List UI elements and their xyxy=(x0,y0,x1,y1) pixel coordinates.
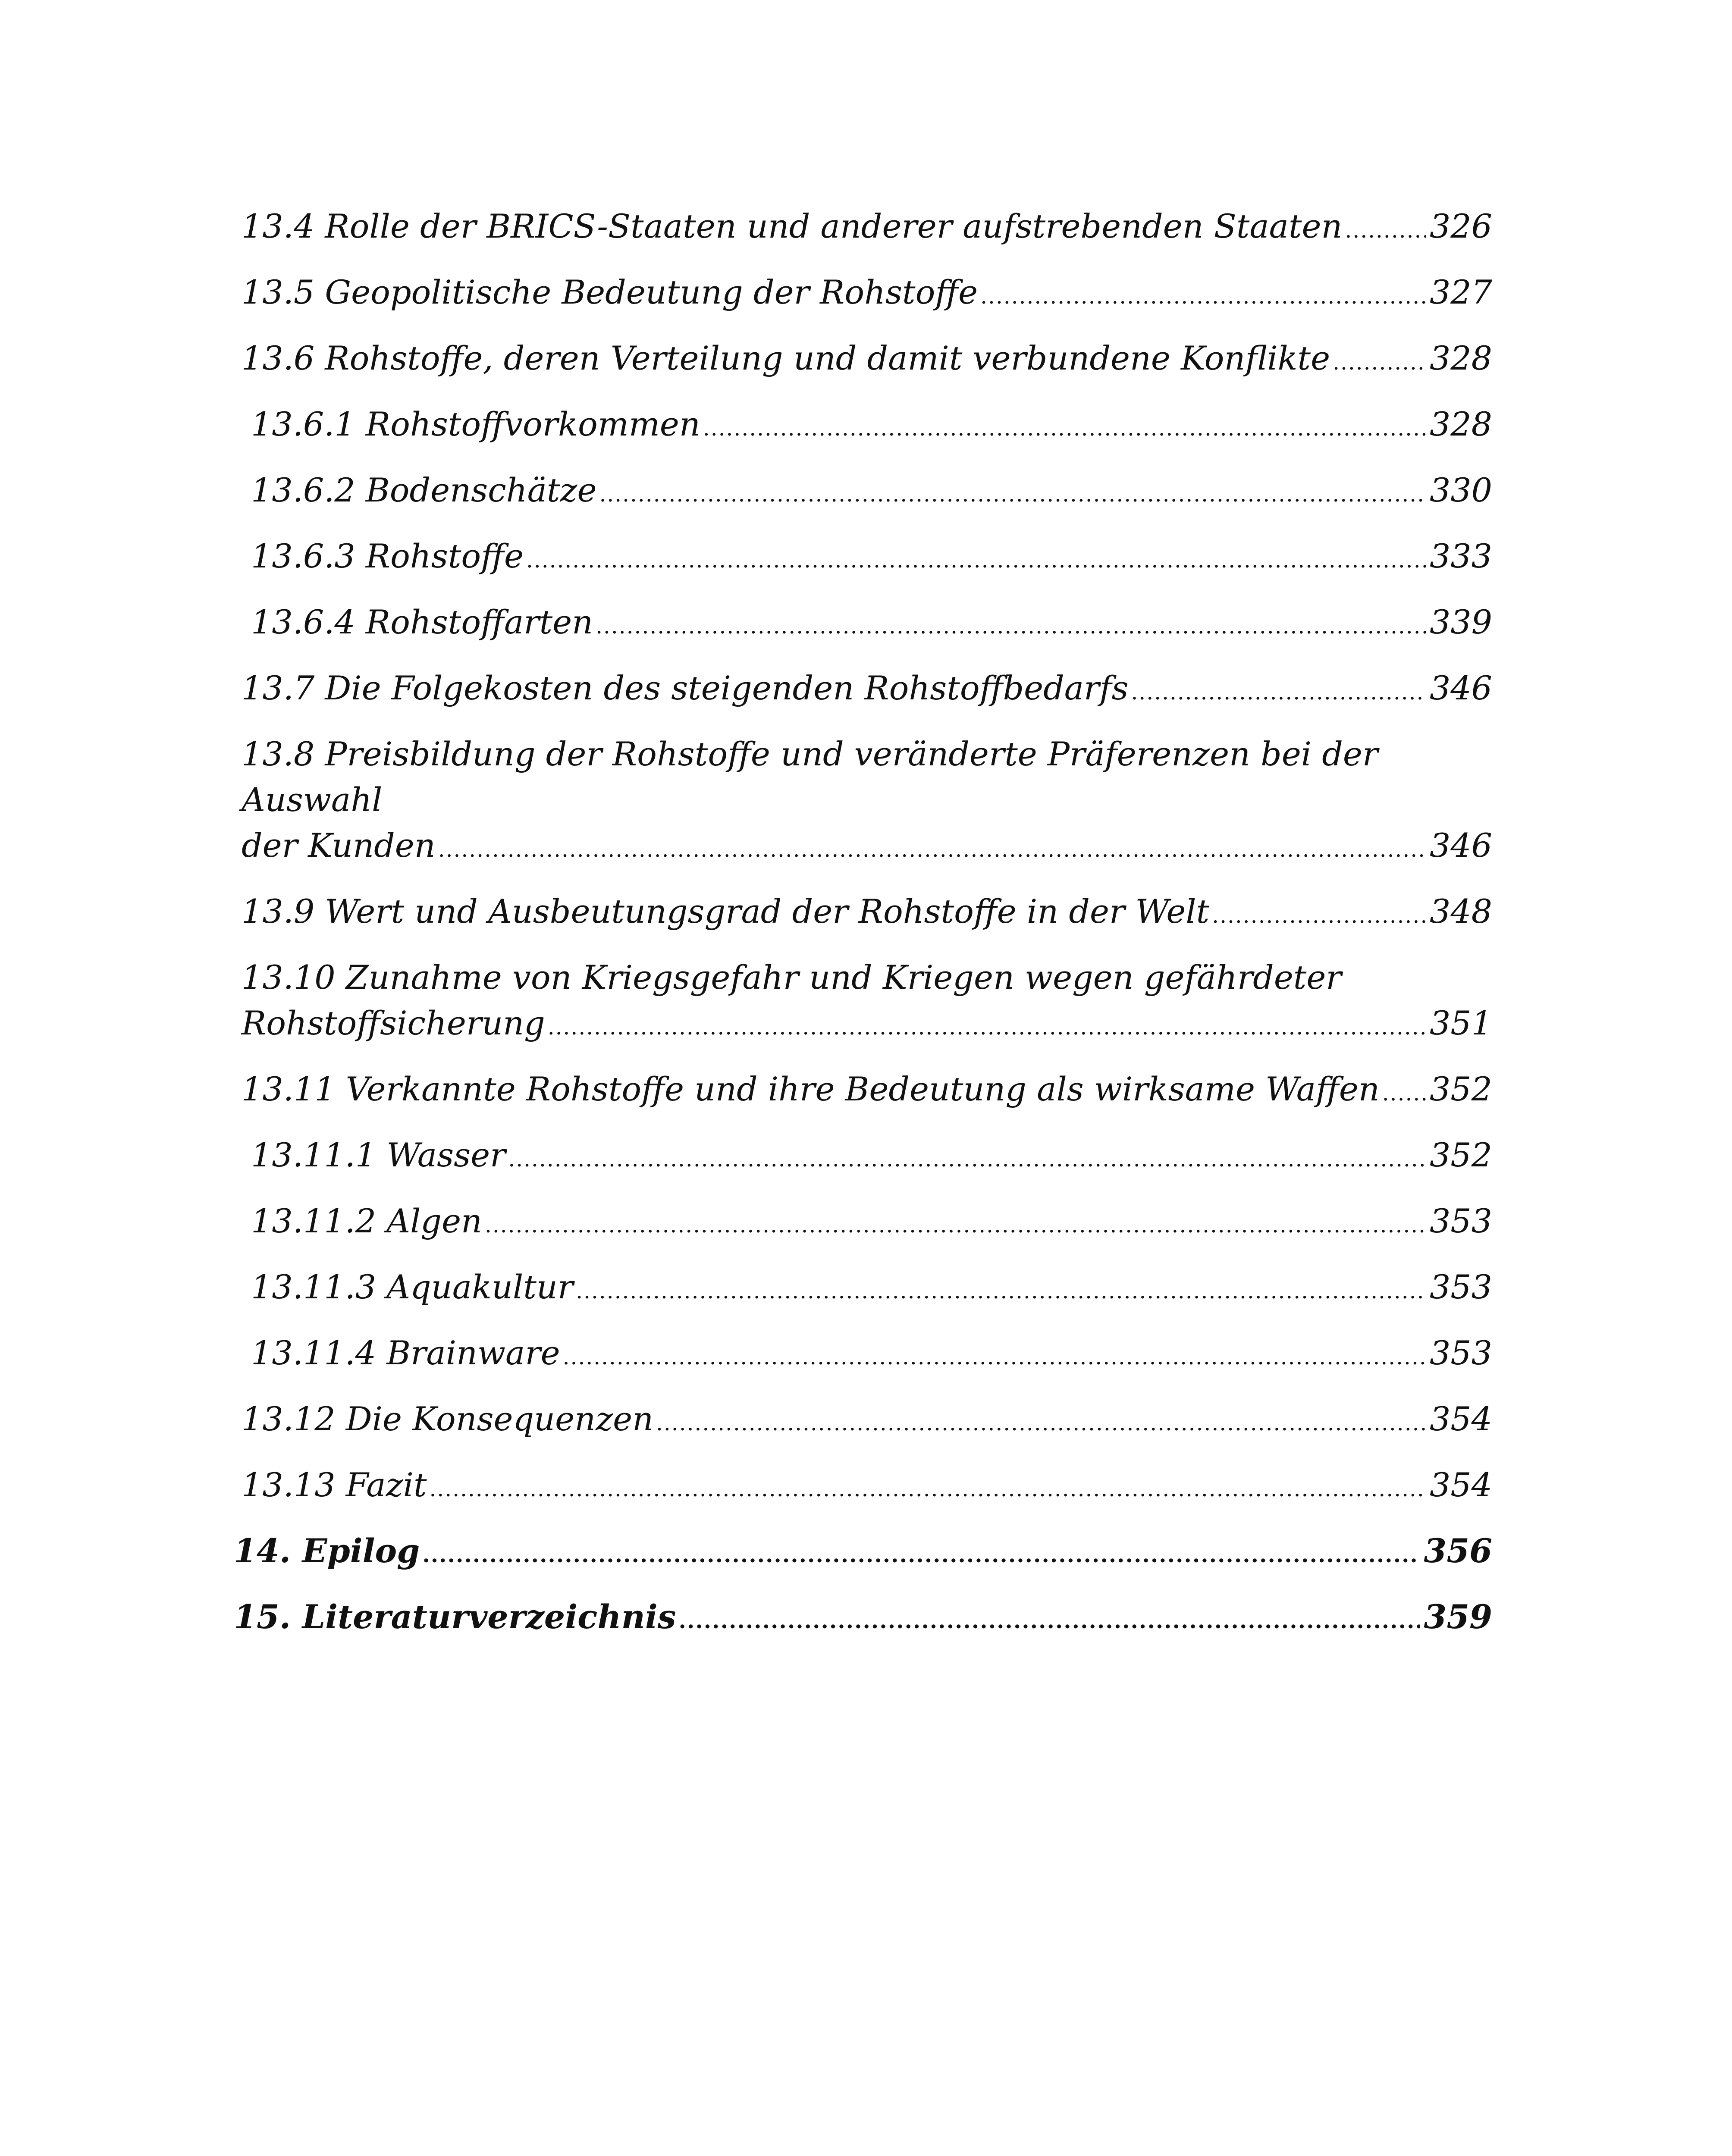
toc-entry-13-7[interactable] xyxy=(242,665,1492,715)
toc-entry-page: 326 xyxy=(1429,207,1492,245)
toc-entry-13-9[interactable] xyxy=(242,889,1492,938)
toc-entry-13-6-1[interactable] xyxy=(242,401,1492,451)
toc-entry-title: 13.6.4 Rohstoffarten xyxy=(251,603,593,641)
dot-leader xyxy=(596,603,1426,649)
toc-entry-title: 13.12 Die Konsequenzen xyxy=(242,1400,654,1438)
dot-leader xyxy=(1131,669,1426,715)
toc-entry-page: 346 xyxy=(1429,669,1492,707)
dot-leader xyxy=(1382,1070,1426,1116)
toc-entry-title: 13.9 Wert und Ausbeutungsgrad der Rohstoffe in der Welt xyxy=(242,892,1210,931)
dot-leader xyxy=(1333,339,1426,385)
toc-entry-page: 354 xyxy=(1429,1400,1492,1438)
toc-entry-page: 351 xyxy=(1429,1004,1492,1042)
toc-entry-title: 13.6.2 Bodenschätze xyxy=(251,471,597,509)
dot-leader xyxy=(508,1136,1426,1182)
dot-leader xyxy=(563,1334,1426,1380)
toc-entry-page: 353 xyxy=(1429,1268,1492,1306)
toc-entry-page: 333 xyxy=(1429,537,1492,575)
toc-entry-page: 352 xyxy=(1429,1136,1492,1174)
toc-entry-page: 353 xyxy=(1429,1202,1492,1240)
toc-entry-13-11-2[interactable] xyxy=(242,1198,1492,1248)
dot-leader xyxy=(422,1532,1420,1578)
toc-entry-title: 13.11.4 Brainware xyxy=(251,1334,560,1372)
toc-entry-page: 339 xyxy=(1429,603,1492,641)
toc-entry-15[interactable] xyxy=(234,1594,1492,1644)
toc-entry-page: 359 xyxy=(1424,1598,1492,1636)
dot-leader xyxy=(438,827,1426,872)
dot-leader xyxy=(599,471,1426,517)
toc-entry-title: 13.4 Rolle der BRICS-Staaten und anderer aufstrebenden Staaten xyxy=(242,207,1343,245)
toc-entry-page: 348 xyxy=(1429,892,1492,931)
toc-entry-13-6-4[interactable] xyxy=(242,599,1492,649)
toc-entry-13-4[interactable] xyxy=(242,204,1492,253)
dot-leader xyxy=(679,1598,1421,1644)
dot-leader xyxy=(656,1400,1426,1446)
toc-entry-title: 13.11.1 Wasser xyxy=(251,1136,506,1174)
toc-entry-13-11-1[interactable] xyxy=(242,1132,1492,1182)
toc-entry-page: 346 xyxy=(1429,826,1492,865)
toc-entry-page: 353 xyxy=(1429,1334,1492,1372)
dot-leader xyxy=(526,537,1426,583)
dot-leader xyxy=(1212,893,1426,938)
dot-leader xyxy=(980,273,1426,319)
toc-entry-13-12[interactable] xyxy=(242,1396,1492,1446)
dot-leader xyxy=(1345,207,1426,253)
dot-leader xyxy=(548,1004,1426,1050)
toc-entry-page: 354 xyxy=(1429,1466,1492,1504)
toc-entry-last-line xyxy=(242,1000,1492,1050)
dot-leader xyxy=(430,1466,1426,1512)
toc-entry-title: 13.11.2 Algen xyxy=(251,1202,483,1240)
toc-entry-page: 356 xyxy=(1424,1532,1492,1570)
toc-entry-title: 13.5 Geopolitische Bedeutung der Rohstoffe xyxy=(242,273,978,311)
toc-entry-13-8[interactable] xyxy=(242,731,1492,872)
dot-leader xyxy=(576,1268,1426,1314)
toc-entry-title: 13.7 Die Folgekosten des steigenden Rohstoffbedarfs xyxy=(242,669,1129,707)
toc-entry-last-line xyxy=(242,823,1492,872)
toc-entry-title: 13.11 Verkannte Rohstoffe und ihre Bedeutung als wirksame Waffen xyxy=(242,1070,1380,1108)
toc-entry-13-6-2[interactable] xyxy=(242,467,1492,517)
toc-entry-title-line1: 13.8 Preisbildung der Rohstoffe und veränderte Präferenzen bei der Auswahl xyxy=(242,735,1378,819)
toc-entry-page: 328 xyxy=(1429,405,1492,443)
toc-entry-page: 330 xyxy=(1429,471,1492,509)
toc-entry-title: 13.11.3 Aquakultur xyxy=(251,1268,574,1306)
toc-entry-title: 13.13 Fazit xyxy=(242,1466,427,1504)
toc-entry-13-11[interactable] xyxy=(242,1066,1492,1116)
toc-entry-page: 352 xyxy=(1429,1070,1492,1108)
toc-entry-13-11-3[interactable] xyxy=(242,1264,1492,1314)
toc-entry-title: 13.6.3 Rohstoffe xyxy=(251,537,524,575)
toc-entry-13-6[interactable] xyxy=(242,335,1492,385)
toc-entry-title-line2: der Kunden xyxy=(242,826,436,865)
dot-leader xyxy=(485,1202,1426,1248)
toc-entry-page: 328 xyxy=(1429,339,1492,377)
toc-entry-title-line1: 13.10 Zunahme von Kriegsgefahr und Kriegen wegen gefährdeter xyxy=(242,958,1342,997)
toc-entry-13-13[interactable] xyxy=(242,1462,1492,1512)
toc-entry-title: 14. Epilog xyxy=(234,1532,420,1570)
toc-entry-title: 15. Literaturverzeichnis xyxy=(234,1598,676,1636)
dot-leader xyxy=(703,405,1426,451)
toc-entry-13-6-3[interactable] xyxy=(242,533,1492,583)
toc-entry-page: 327 xyxy=(1429,273,1492,311)
toc-entry-title: 13.6.1 Rohstoffvorkommen xyxy=(251,405,700,443)
table-of-contents xyxy=(234,204,1492,1660)
toc-entry-13-5[interactable] xyxy=(242,270,1492,319)
toc-entry-14[interactable] xyxy=(234,1528,1492,1578)
toc-entry-title: 13.6 Rohstoffe, deren Verteilung und damit verbundene Konflikte xyxy=(242,339,1330,377)
toc-entry-title-line2: Rohstoffsicherung xyxy=(242,1004,545,1042)
toc-entry-13-10[interactable] xyxy=(242,955,1492,1050)
toc-entry-13-11-4[interactable] xyxy=(242,1330,1492,1380)
